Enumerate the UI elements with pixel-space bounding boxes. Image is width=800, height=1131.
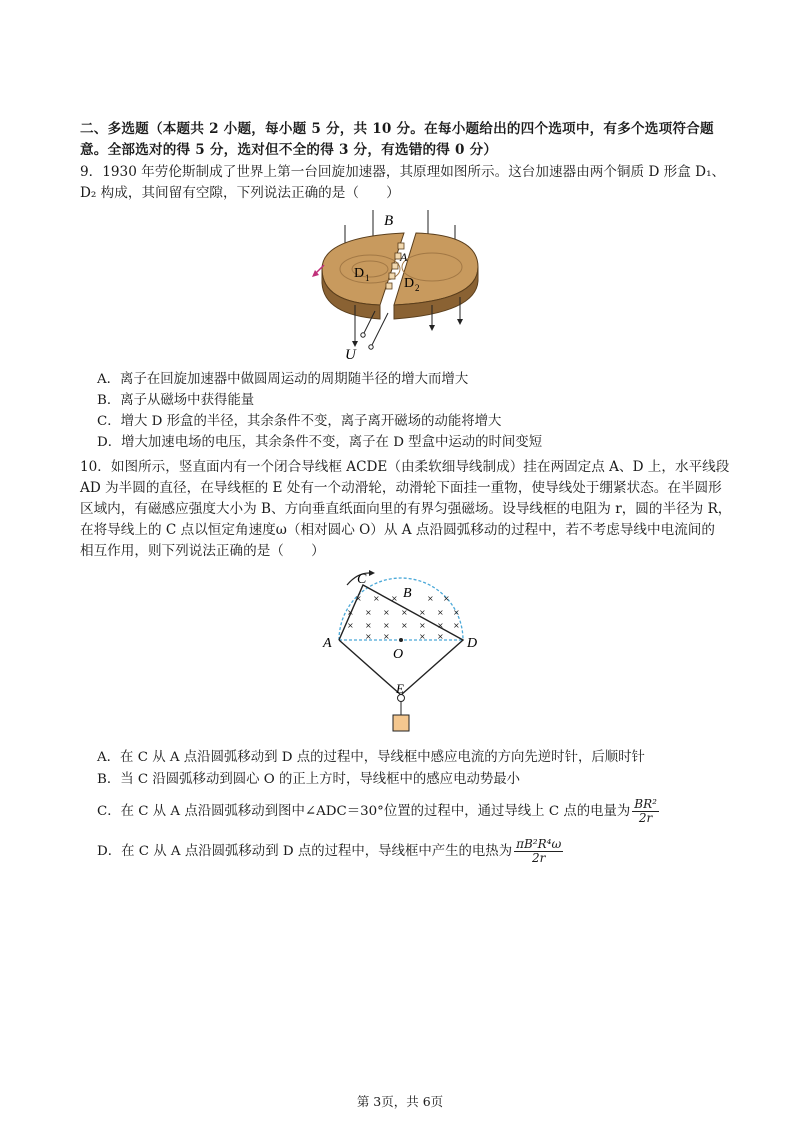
page-footer: 第 3页，共 6页 [356,1094,444,1109]
svg-text:×: × [383,608,390,617]
q10-option-d-fraction [514,838,563,865]
q10-option-b[interactable]: B．当 C 沿圆弧移动到圆心 O 的正上方时，导线框中的感应电动势最小 [97,772,521,787]
q10-stem-line5: 相互作用，则下列说法正确的是（ ） [80,543,325,559]
label-d1-sub: 1 [365,273,370,283]
q10-option-c-numerator: BR² [634,797,657,811]
q10-stem-line2: AD 为半圆的直径，在导线框的 E 处有一个动滑轮，动滑轮下面挂一重物，使导线处于绷紧状态。在半圆形 [80,480,722,496]
label-a: A [400,250,408,264]
label-a10: A [323,636,332,651]
q9-stem-line1: 9．1930 年劳伦斯制成了世界上第一台回旋加速器，其原理如图所示。这台加速器由两个铜质 D 形盒 D₁、 [80,164,726,180]
svg-text:×: × [437,608,444,617]
wire-frame-figure [315,565,495,745]
q10-option-d-denominator: 2r [531,851,546,865]
q10-option-c-text: C．在 C 从 A 点沿圆弧移动到图中∠ADC＝30°位置的过程中，通过导线上 C 点的电量为 [97,804,631,819]
svg-text:×: × [365,621,372,630]
svg-text:×: × [401,621,408,630]
q10-option-c[interactable] [97,798,659,825]
label-d1: D [354,266,365,281]
q10-option-c-denominator: 2r [638,811,653,825]
q9-stem-line2: D₂ 构成，其间留有空隙，下列说法正确的是（ ） [80,185,400,201]
svg-text:×: × [391,594,398,603]
svg-text:×: × [347,621,354,630]
section-title-line1: 二、多选题（本题共 2 小题，每小题 5 分，共 10 分。在每小题给出的四个选项中，有多个选项符合题 [80,121,714,137]
svg-text:×: × [419,632,426,641]
svg-text:×: × [427,594,434,603]
label-c: C [357,572,367,587]
label-d2-sub: 2 [415,283,420,293]
label-d2: D [404,276,415,291]
q10-option-c-fraction [632,798,659,825]
section-title-line2: 意。全部选对的得 5 分，选对但不全的得 3 分，有选错的得 0 分） [80,142,498,158]
svg-text:×: × [365,608,372,617]
q10-option-a[interactable]: A．在 C 从 A 点沿圆弧移动到 D 点的过程中，导线框中感应电流的方向先逆时针，后顺时针 [97,750,645,765]
svg-text:×: × [437,632,444,641]
label-b: B [384,213,394,229]
svg-text:×: × [383,632,390,641]
cyclotron-figure [300,205,500,365]
q9-option-a[interactable]: A．离子在回旋加速器中做圆周运动的周期随半径的增大而增大 [97,372,469,387]
label-u: U [345,347,356,363]
svg-text:×: × [419,608,426,617]
label-o: O [393,647,404,662]
svg-text:×: × [365,632,372,641]
svg-text:×: × [383,621,390,630]
svg-text:×: × [453,621,460,630]
label-b10: B [403,586,412,601]
q9-option-b[interactable]: B．离子从磁场中获得能量 [97,393,255,408]
q10-stem-line4: 在将导线上的 C 点以恒定角速度ω（相对圆心 O）从 A 点沿圆弧移动的过程中，若不考虑导线中电流间的 [80,522,715,538]
svg-text:×: × [401,608,408,617]
q10-stem-line1: 10．如图所示，竖直面内有一个闭合导线框 ACDE（由柔软细导线制成）挂在两固定点 A、D 上，水平线段 [80,459,730,475]
svg-text:×: × [443,594,450,603]
q9-option-c[interactable]: C．增大 D 形盒的半径，其余条件不变，离子离开磁场的动能将增大 [97,414,502,429]
q9-option-d[interactable]: D．增大加速电场的电压，其余条件不变，离子在 D 型盒中运动的时间变短 [97,435,543,450]
q10-option-d-text: D．在 C 从 A 点沿圆弧移动到 D 点的过程中，导线框中产生的电热为 [97,844,513,859]
svg-text:×: × [373,594,380,603]
svg-text:×: × [453,608,460,617]
svg-text:×: × [347,608,354,617]
label-e: E [396,681,404,696]
q10-option-d-numerator: πB²R⁴ω [516,837,562,851]
svg-text:×: × [419,621,426,630]
svg-text:×: × [437,621,444,630]
q10-stem-line3: 区域内，有磁感应强度大小为 B、方向垂直纸面向里的有界匀强磁场。设导线框的电阻为 r，圆的半径为 R， [80,501,732,517]
label-d10: D [467,636,478,651]
svg-text:×: × [355,594,362,603]
q10-option-d[interactable] [97,838,563,865]
